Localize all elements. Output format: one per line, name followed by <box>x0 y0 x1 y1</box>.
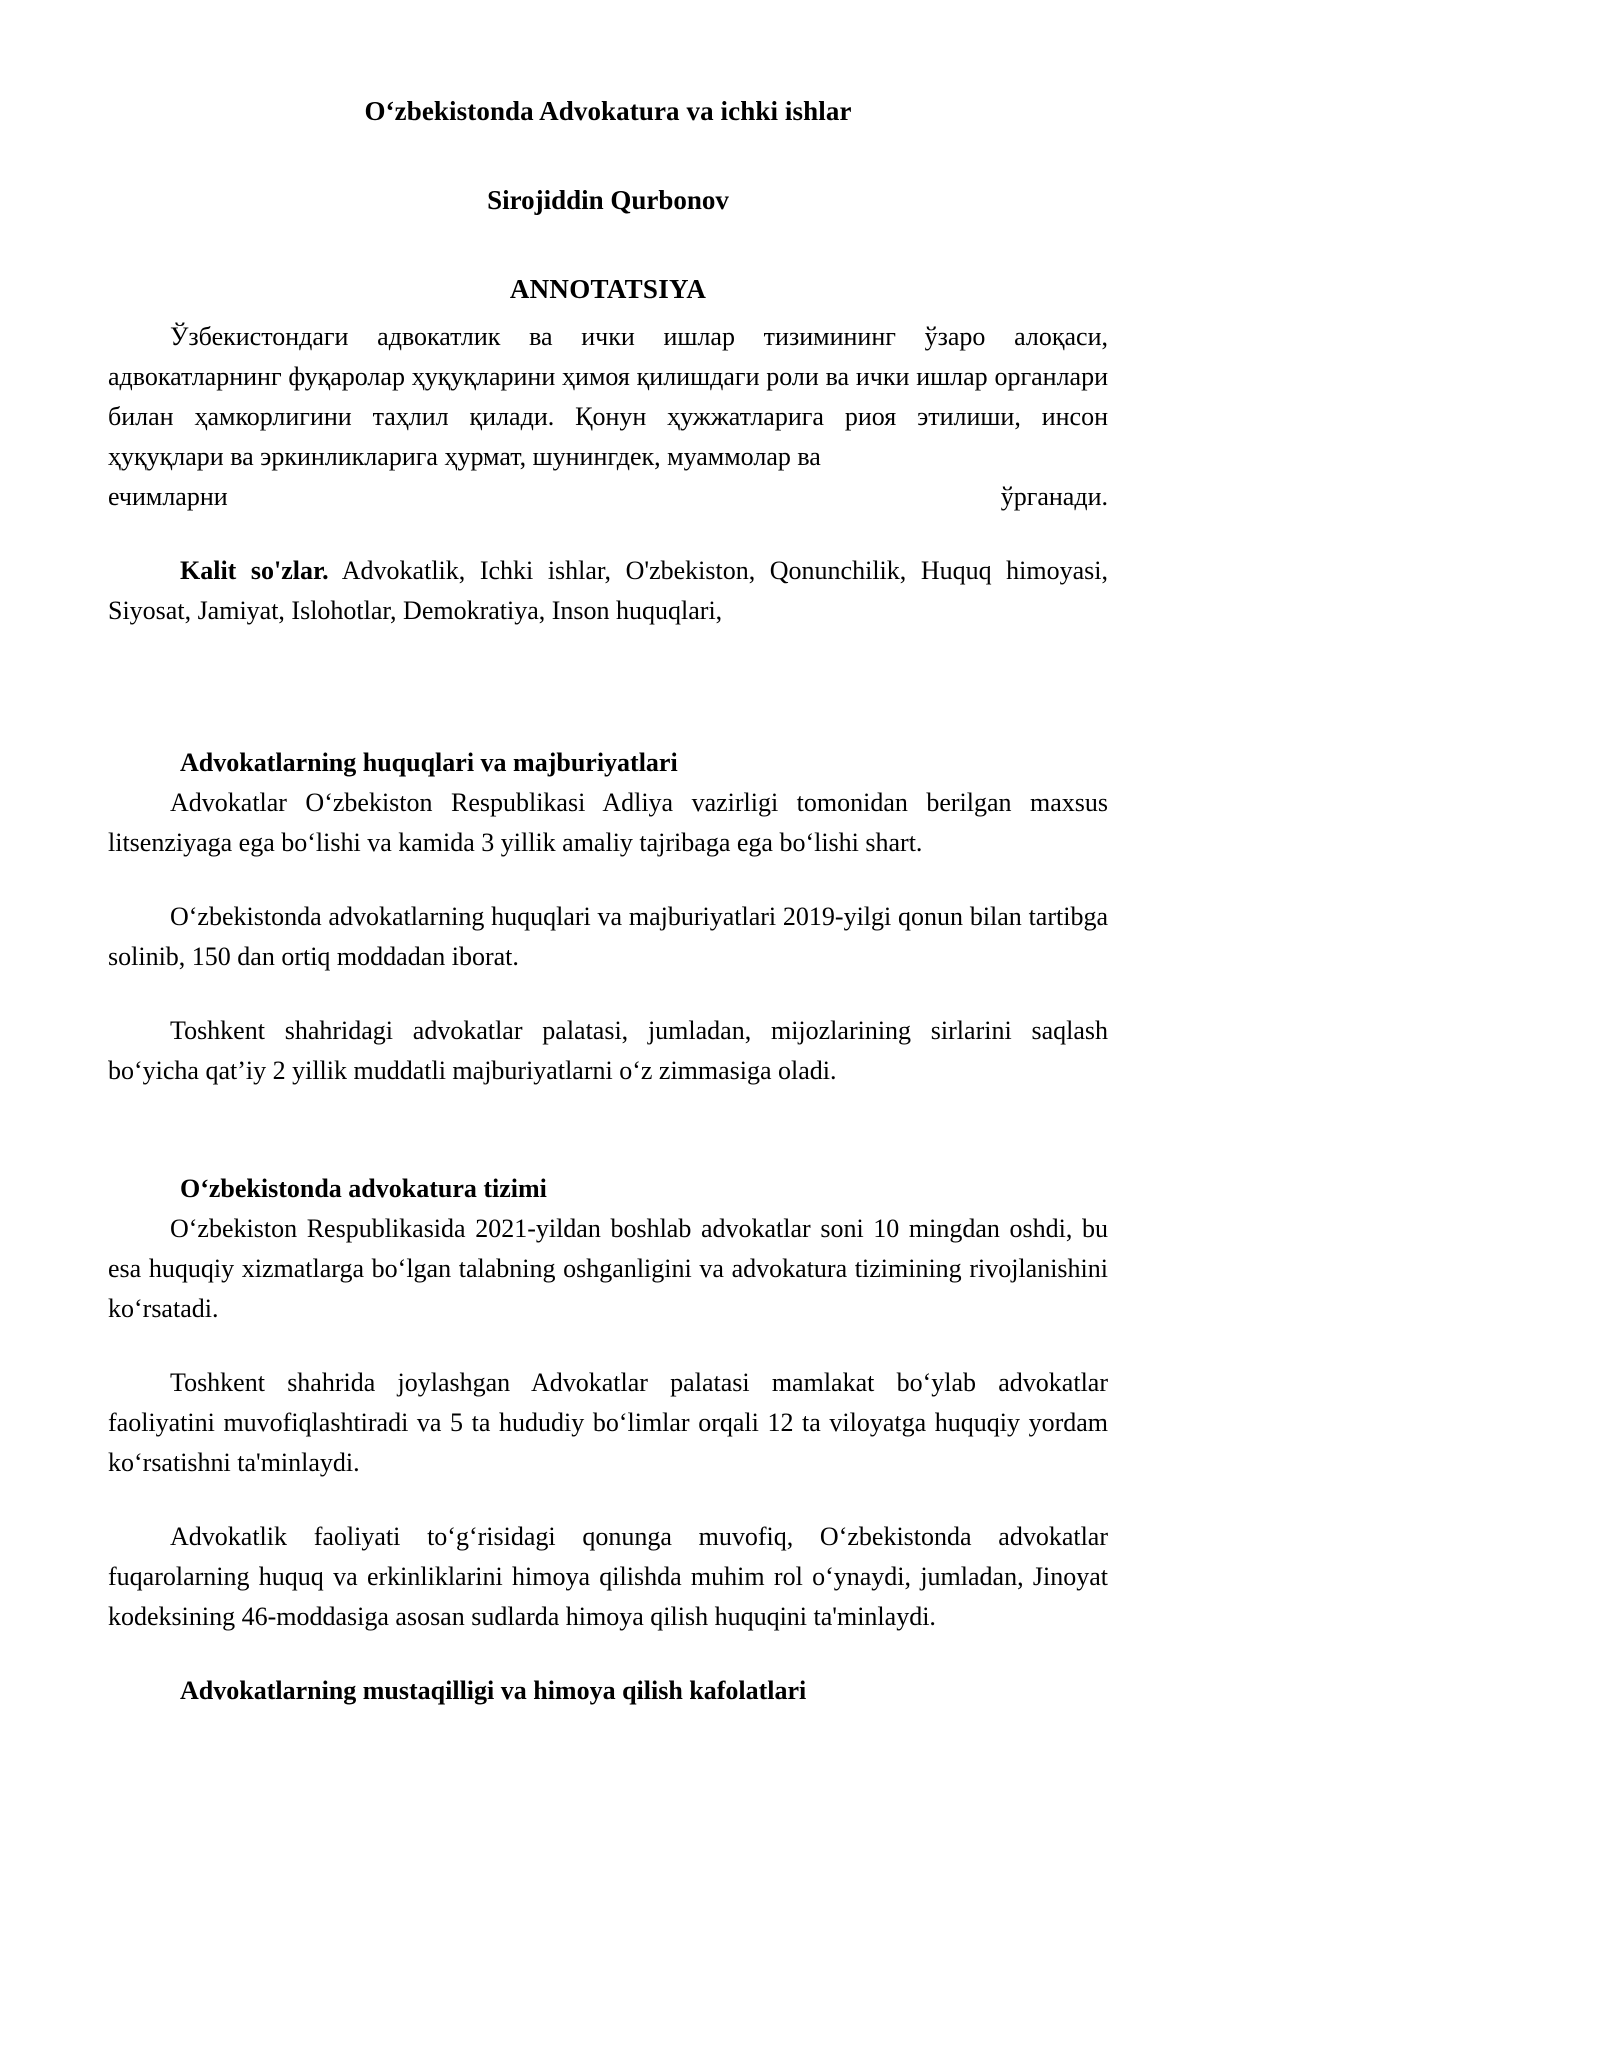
spacer <box>108 631 1108 709</box>
spacer <box>108 517 1108 551</box>
section-2-paragraph-1: O‘zbekiston Respublikasida 2021-yildan boshlab advokatlar soni 10 mingdan oshdi, bu esa huquqiy xizmatlarga bo‘lgan talabning oshganligini va advokatura tizimining rivojlanishini ko‘rsatadi. <box>108 1214 1108 1323</box>
section-1-paragraph-1: Advokatlar O‘zbekiston Respublikasi Adliya vazirligi tomonidan berilgan maxsus litsenziyaga ega bo‘lishi va kamida 3 yillik amaliy tajribaga ega bo‘lishi shart. <box>108 788 1108 857</box>
spacer <box>108 977 1108 1011</box>
section-heading-3: Advokatlarning mustaqilligi va himoya qilish kafolatlari <box>180 1676 807 1705</box>
page-title: O‘zbekistonda Advokatura va ichki ishlar <box>364 96 852 126</box>
section-heading-1: Advokatlarning huquqlari va majburiyatlari <box>180 748 678 777</box>
spacer <box>108 1329 1108 1363</box>
annotation-paragraph: Ўзбекистондаги адвокатлик ва ички ишлар тизимининг ўзаро алоқаси, адвокатларнинг фуқаролар ҳуқуқларини ҳимоя қилишдаги роли ва ички ишлар органлари билан ҳамкорлигини таҳлил қилади. Қонун ҳужжатларига риоя этилиши, инсон ҳуқуқлари ва эркинликларига ҳурмат, шунингдек, муаммолар ва <box>108 322 1108 471</box>
spacer <box>108 1637 1108 1671</box>
spacer <box>108 709 1108 743</box>
section-1-paragraph-2: O‘zbekistonda advokatlarning huquqlari va majburiyatlari 2019-yilgi qonun bilan tartibga solinib, 150 dan ortiq moddadan iborat. <box>108 902 1108 971</box>
keywords-paragraph <box>108 551 1108 631</box>
keywords-label: Kalit so'zlar. <box>180 556 329 585</box>
spacer <box>108 1091 1108 1169</box>
spacer <box>108 303 1108 311</box>
page-content <box>108 0 1108 1711</box>
annotation-last-right: ўрганади. <box>1000 482 1108 511</box>
section-heading-2: O‘zbekistonda advokatura tizimi <box>180 1174 547 1203</box>
annotation-heading: ANNOTATSIYA <box>509 274 707 304</box>
section-2-paragraph-3: Advokatlik faoliyati to‘g‘risidagi qonunga muvofiq, O‘zbekistonda advokatlar fuqarolarning huquq va erkinliklarini himoya qilishda muhim rol o‘ynaydi, jumladan, Jinoyat kodeksining 46-moddasiga asosan sudlarda himoya qilish huquqini ta'minlaydi. <box>108 1522 1108 1631</box>
section-2-paragraph-2: Toshkent shahrida joylashgan Advokatlar palatasi mamlakat bo‘ylab advokatlar faoliyatini muvofiqlashtiradi va 5 ta hududiy bo‘limlar orqali 12 ta viloyatga huquqiy yordam ko‘rsatishni ta'minlaydi. <box>108 1368 1108 1477</box>
keywords-list: Advokatlik, Ichki ishlar, O'zbekiston, Qonunchilik, Huquq himoyasi, Siyosat, Jamiyat, Islohotlar, Demokratiya, Inson huquqlari, <box>108 556 1108 625</box>
section-1-paragraph-3: Toshkent shahridagi advokatlar palatasi, jumladan, mijozlarining sirlarini saqlash bo‘yicha qat’iy 2 yillik muddatli majburiyatlarni o‘z zimmasiga oladi. <box>108 1016 1108 1085</box>
spacer <box>108 863 1108 897</box>
annotation-last-left: ечимларни <box>108 482 228 511</box>
author-name: Sirojiddin Qurbonov <box>487 185 729 215</box>
annotation-last-line <box>108 477 1108 517</box>
spacer <box>108 1483 1108 1517</box>
